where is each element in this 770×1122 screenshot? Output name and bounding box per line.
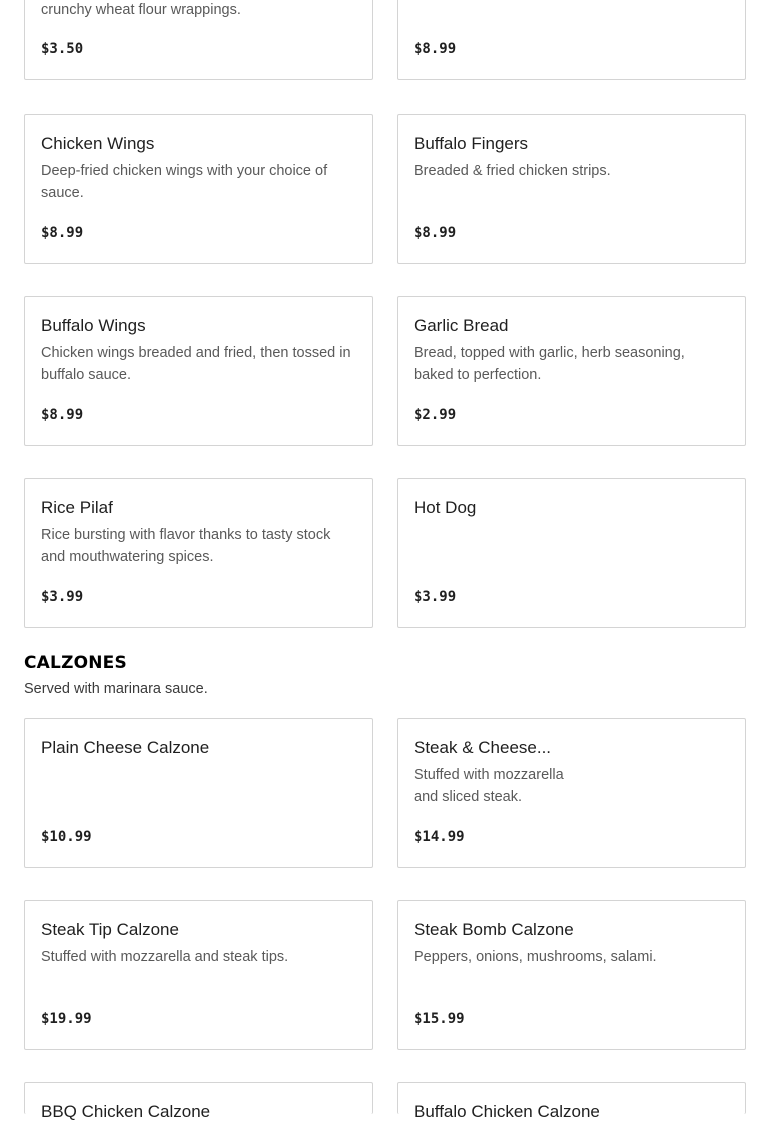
item-name: Steak & Cheese... [414,738,552,757]
menu-item-card[interactable] [24,718,373,868]
item-price: $8.99 [414,41,457,57]
menu-item-card[interactable] [24,296,373,446]
item-description: Deep-fried chicken wings with your choice of sauce. [41,163,328,201]
item-name: Rice Pilaf [41,498,113,517]
menu-item-card[interactable] [397,0,746,80]
section-description: Served with marinara sauce. [24,681,208,697]
menu-item-card[interactable] [397,478,746,628]
item-description: Stuffed with mozzarella and steak tips. [41,949,289,965]
item-description: Chicken wings breaded and fried, then tossed in buffalo sauce. [41,345,351,383]
item-price: $19.99 [41,1011,92,1027]
menu-item-card[interactable] [24,900,373,1050]
item-name: Hot Dog [414,498,477,517]
menu-item-card[interactable] [397,900,746,1050]
item-description: Stuffed with mozzarella and sliced steak. [414,767,564,805]
item-name: Garlic Bread [414,316,509,335]
item-name: Chicken Wings [41,134,155,153]
item-name: Buffalo Chicken Calzone [414,1102,600,1121]
menu-item-card[interactable] [24,114,373,264]
item-price: $10.99 [41,829,92,845]
item-price: $8.99 [414,225,457,241]
item-price: $8.99 [41,407,84,423]
menu-item-card[interactable] [24,478,373,628]
item-description: Peppers, onions, mushrooms, salami. [414,949,657,965]
item-name: Buffalo Wings [41,316,146,335]
item-name: Buffalo Fingers [414,134,529,153]
item-description: Bread, topped with garlic, herb seasoning, baked to perfection. [414,345,685,383]
menu-item-card[interactable] [397,1082,746,1121]
item-price: $8.99 [41,225,84,241]
item-price: $3.99 [414,589,457,605]
item-price: $2.99 [414,407,457,423]
item-price: $3.50 [41,41,84,57]
item-description: crunchy wheat flour wrappings. [41,2,241,18]
menu-item-card[interactable] [24,1082,373,1121]
item-name: Steak Bomb Calzone [414,920,574,939]
item-name: Steak Tip Calzone [41,920,179,939]
item-description: Rice bursting with flavor thanks to tasty stock and mouthwatering spices. [41,527,331,565]
item-description: Breaded & fried chicken strips. [414,163,611,179]
menu-item-card[interactable] [397,718,746,868]
menu-item-card[interactable] [24,0,373,80]
item-price: $3.99 [41,589,84,605]
item-price: $15.99 [414,1011,465,1027]
item-name: Plain Cheese Calzone [41,738,210,757]
section-title: CALZONES [24,653,127,673]
menu-item-card[interactable] [397,114,746,264]
item-price: $14.99 [414,829,465,845]
menu-item-card[interactable] [397,296,746,446]
item-name: BBQ Chicken Calzone [41,1102,211,1121]
